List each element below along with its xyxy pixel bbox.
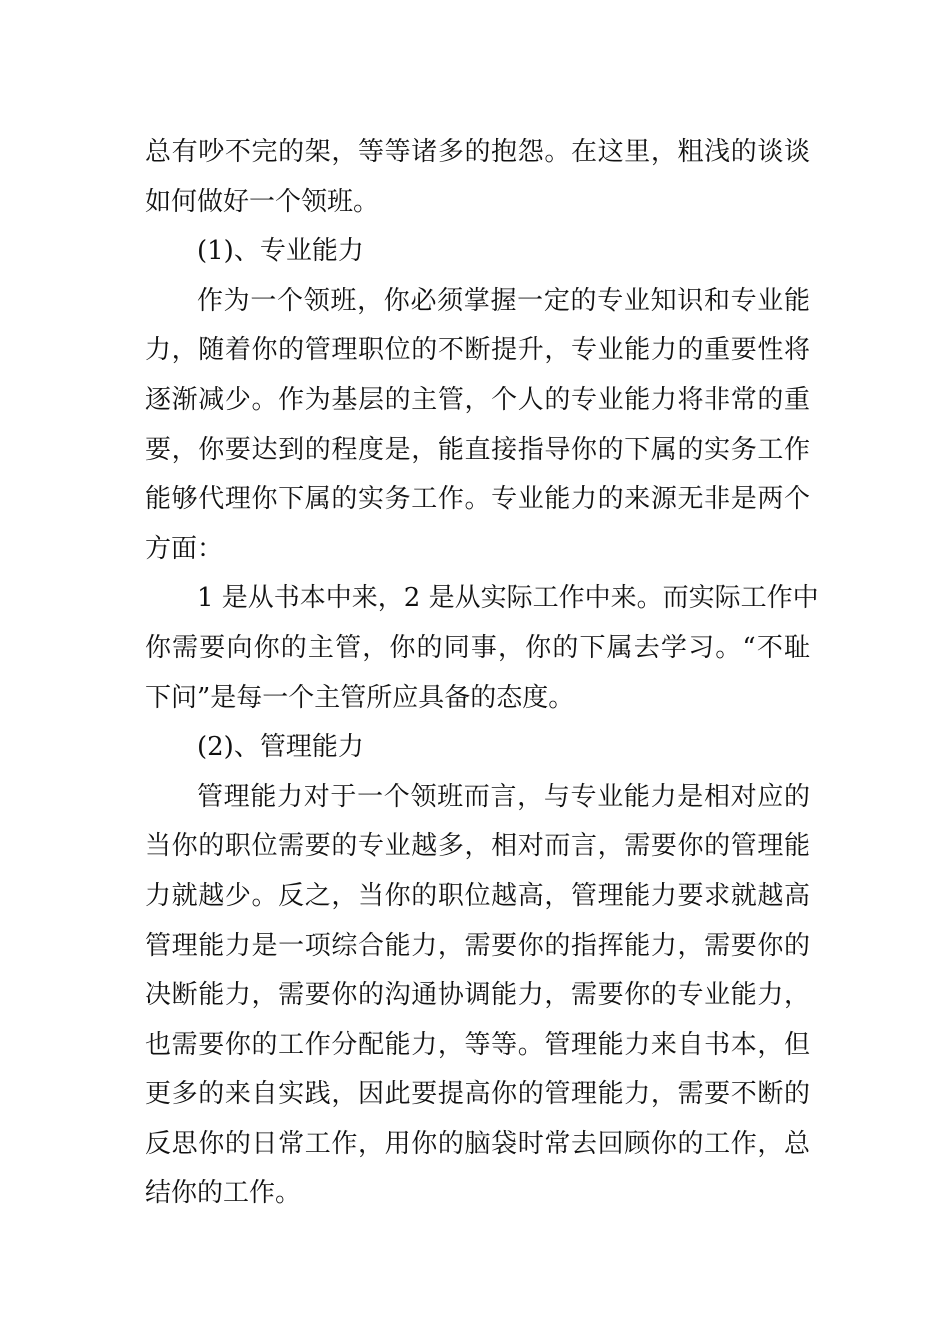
- text-line: 下问”是每一个主管所应具备的态度。: [145, 682, 575, 713]
- text-line: 也需要你的工作分配能力，等等。管理能力来自书本，但: [145, 1029, 810, 1060]
- section-heading: (1)、专业能力: [197, 236, 364, 267]
- text-line: 能够代理你下属的实务工作。专业能力的来源无非是两个: [145, 484, 810, 515]
- text-line: 总有吵不完的架，等等诸多的抱怨。在这里，粗浅的谈谈: [145, 137, 810, 167]
- text-line: 反思你的日常工作，用你的脑袋时常去回顾你的工作，总: [145, 1128, 810, 1159]
- text-line: 要，你要达到的程度是，能直接指导你的下属的实务工作: [145, 434, 810, 465]
- text-line: 1 是从书本中来，2 是从实际工作中来。而实际工作中: [197, 583, 819, 614]
- text-line: 更多的来自实践，因此要提高你的管理能力，需要不断的: [145, 1079, 810, 1110]
- text-line: 作为一个领班，你必须掌握一定的专业知识和专业能: [197, 285, 810, 316]
- body-text: [145, 128, 819, 1219]
- text-line: 管理能力对于一个领班而言，与专业能力是相对应的: [197, 781, 810, 812]
- text-line: 管理能力是一项综合能力，需要你的指挥能力，需要你的: [145, 930, 810, 961]
- text-line: 当你的职位需要的专业越多，相对而言，需要你的管理能: [145, 831, 810, 862]
- text-line: 方面：: [145, 533, 224, 564]
- text-line: 逐渐减少。作为基层的主管，个人的专业能力将非常的重: [145, 384, 810, 415]
- section-heading: (2)、管理能力: [197, 732, 364, 763]
- text-line: 如何做好一个领班。: [145, 186, 380, 217]
- text-line: 力，随着你的管理职位的不断提升，专业能力的重要性将: [145, 335, 810, 366]
- text-line: 力就越少。反之，当你的职位越高，管理能力要求就越高: [145, 880, 810, 911]
- text-line: 决断能力，需要你的沟通协调能力，需要你的专业能力，: [145, 980, 810, 1011]
- text-line: 结你的工作。: [145, 1178, 302, 1209]
- text-line: 你需要向你的主管，你的同事，你的下属去学习。“不耻: [145, 632, 810, 663]
